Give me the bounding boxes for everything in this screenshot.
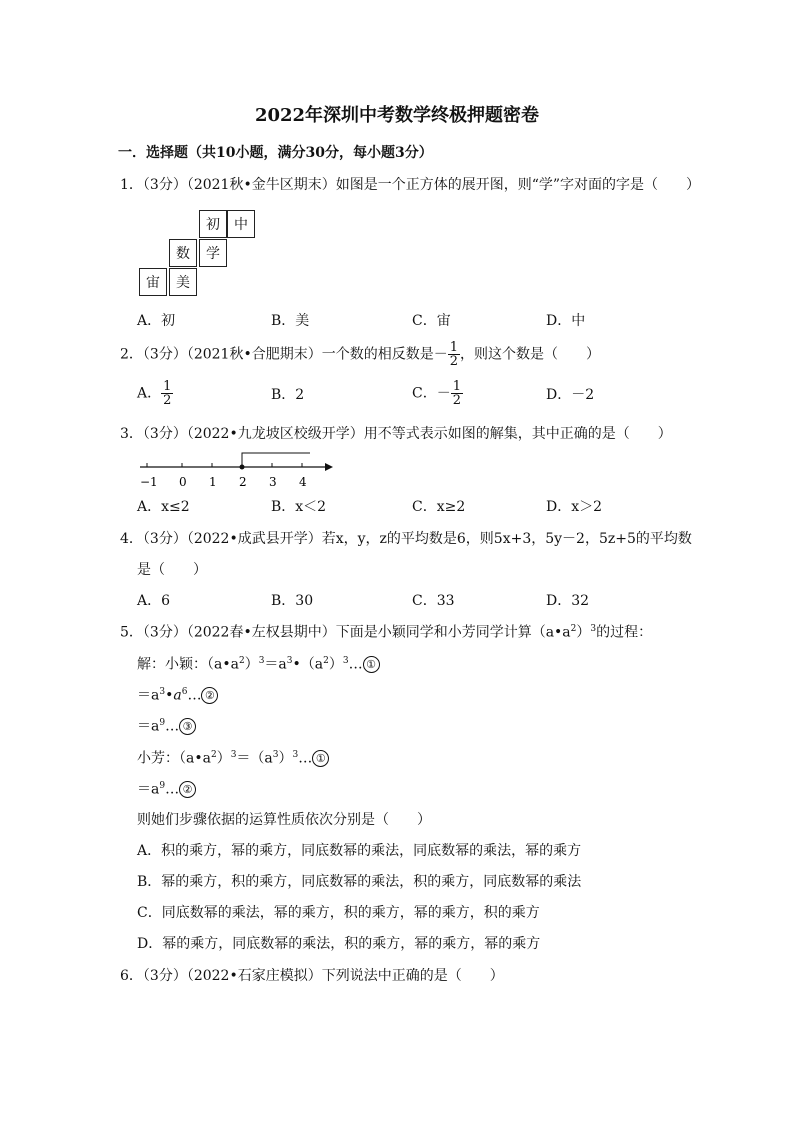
axis-label-3: 3 (269, 475, 277, 489)
q2-option-a (137, 380, 173, 407)
q2-a-num: 1 (163, 379, 172, 394)
q2-option-d: D．－2 (546, 387, 595, 403)
axis-label-1: 1 (209, 475, 217, 489)
q5-l3-circle: ③ (179, 718, 196, 735)
q5-l3-sup9: 9 (159, 717, 166, 728)
q5-stem-sup3: 3 (590, 624, 597, 634)
q5-l4-pre: 小芳：（a•a (137, 750, 211, 767)
q1-option-a: A．初 (137, 313, 176, 329)
net-cell-zhou: 宙 (139, 268, 167, 296)
net-cell-chu: 初 (199, 210, 227, 238)
q5-l2-sup6: 6 (181, 686, 188, 697)
question-1-stem: 1．（3分）（2021秋•金牛区期末）如图是一个正方体的展开图，则“学”字对面的字是（ ） (120, 177, 701, 193)
q5-l2-sup3: 3 (159, 686, 166, 697)
q2-a-den: 2 (163, 393, 172, 408)
number-line-arrow (325, 463, 333, 471)
net-cell-xue: 学 (199, 239, 227, 267)
q5-l2-text: ＝a (137, 687, 160, 704)
q3-option-b: B．x＜2 (271, 499, 327, 515)
q2-stem-tail: ，则这个数是（ ） (459, 346, 600, 363)
page-title: 2022年深圳中考数学终极押题密卷 (254, 105, 540, 126)
q2-fraction (448, 341, 460, 368)
question-3-stem: 3．（3分）（2022•九龙坡区校级开学）用不等式表示如图的解集，其中正确的是（ ） (120, 426, 672, 442)
q5-option-a: A．积的乘方，幂的乘方，同底数幂的乘法，同底数幂的乘法，幂的乘方 (137, 843, 582, 859)
q5-l2-dot: • (165, 687, 174, 704)
question-4-stem-cont: 是（ ） (137, 562, 207, 578)
q5-l1-end: （a (300, 656, 324, 673)
q2-option-c-label: C．－ (412, 385, 451, 402)
q5-l5-ellipsis: … (165, 781, 180, 798)
q5-l1-pre: 解：小颖：（a•a (137, 656, 239, 673)
q2-option-b: B．2 (271, 387, 305, 403)
q1-option-c: C．宙 (412, 313, 451, 329)
question-4-stem: 4．（3分）（2022•成武县开学）若x，y，z的平均数是6，则5x+3，5y－2，5z+5的平均数 (120, 531, 692, 547)
q5-l1-sup2a: 2 (238, 655, 245, 666)
number-line-figure (135, 448, 335, 490)
q5-prompt: 则她们步骤依据的运算性质依次分别是（ ） (137, 812, 431, 828)
q5-l5-sup9: 9 (159, 780, 166, 791)
q3-option-a: A．x≤2 (137, 499, 190, 515)
q5-l1-sup3a: 3 (258, 655, 265, 666)
q3-option-c: C．x≥2 (412, 499, 466, 515)
q5-l1-sup3c: 3 (342, 655, 349, 666)
q5-step-xiaoying-1: 解：小颖：$(a•a^2)^3=a^3•(a^2)^3\dots$ ① (137, 656, 380, 673)
q2-frac-num: 1 (449, 340, 458, 355)
q5-l5-text: ＝a (137, 781, 160, 798)
q5-stem-sup2: 2 (570, 624, 577, 634)
question-6-stem: 6．（3分）（2022•石家庄模拟）下列说法中正确的是（ ） (120, 968, 504, 984)
q3-option-d: D．x＞2 (546, 499, 603, 515)
q5-l3-text: ＝a (137, 718, 160, 735)
q5-l4-circle: ① (312, 750, 329, 767)
q4-option-d: D．32 (546, 593, 590, 609)
q5-l4-sup3b: 3 (272, 749, 279, 760)
solid-point-2 (240, 465, 245, 470)
q5-step-xiaofang-1: 小芳：$(a•a^2)^3=(a^3)^3\dots$ ① (137, 750, 329, 767)
q5-l1-mid: ＝a (264, 656, 287, 673)
question-2-stem (120, 341, 600, 368)
axis-label-0: 0 (179, 475, 187, 489)
q5-l4-ellipsis: … (298, 750, 313, 767)
q5-option-d: D．幂的乘方，同底数幂的乘法，积的乘方，幂的乘方，幂的乘方 (137, 936, 541, 952)
net-cell-zhong: 中 (227, 210, 255, 238)
q1-option-d: D．中 (546, 313, 586, 329)
q2-c-num: 1 (452, 379, 461, 394)
q5-l3-ellipsis: … (165, 718, 180, 735)
q2-frac-den: 2 (449, 354, 458, 369)
q5-option-c: C．同底数幂的乘法，幂的乘方，积的乘方，幂的乘方，积的乘方 (137, 905, 540, 921)
q4-option-b: B．30 (271, 593, 314, 609)
q5-step-xiaoying-3 (137, 718, 196, 735)
question-5-stem: 5．（3分）（2022春•左权县期中）下面是小颖同学和小芳同学计算$(a•a^2)^3$的过程： (120, 624, 653, 641)
net-cell-shu: 数 (169, 239, 197, 267)
q5-option-b: B．幂的乘方，积的乘方，同底数幂的乘法，积的乘方，同底数幂的乘法 (137, 874, 582, 890)
q2-option-a-label: A． (137, 385, 162, 402)
q5-l1-circle: ① (363, 656, 380, 673)
q2-option-c-fraction (451, 380, 463, 407)
q2-option-c (412, 380, 463, 407)
section-heading: 一．选择题（共10小题，满分30分，每小题3分） (118, 145, 433, 161)
axis-label-2: 2 (239, 475, 247, 489)
q5-l1-ellipsis: … (348, 656, 363, 673)
q4-option-c: C．33 (412, 593, 455, 609)
q5-step-xiaofang-2 (137, 781, 196, 798)
q5-step-xiaoying-2: $=a^3•a^6\dots$ ② (137, 687, 218, 704)
q5-l1-dot: • (292, 656, 301, 673)
solution-bracket (242, 453, 310, 467)
q5-l2-circle: ② (201, 687, 218, 704)
q5-l4-sup3a: 3 (230, 749, 237, 760)
axis-label-4: 4 (299, 475, 307, 489)
q5-l1-sup3b: 3 (286, 655, 293, 666)
q2-stem-text: 2．（3分）（2021秋•合肥期末）一个数的相反数是－ (120, 346, 448, 363)
q1-option-b: B．美 (271, 313, 310, 329)
axis-label-neg1: −1 (140, 475, 158, 489)
q5-l1-sup2b: 2 (323, 655, 329, 666)
net-cell-mei: 美 (169, 268, 197, 296)
q5-stem-post: 的过程： (596, 624, 653, 641)
q5-l4-sup2: 2 (210, 749, 217, 760)
q5-l2-ellipsis: … (187, 687, 202, 704)
q2-c-den: 2 (452, 393, 461, 408)
q5-l5-circle: ② (179, 781, 196, 798)
q5-l4-mid: ＝（a (236, 750, 273, 767)
q2-option-a-fraction (161, 380, 173, 407)
q4-option-a: A．6 (137, 593, 171, 609)
q5-stem-pre: 5．（3分）（2022春•左权县期中）下面是小颖同学和小芳同学计算（a•a (120, 624, 571, 641)
q5-l4-sup3c: 3 (292, 749, 299, 760)
